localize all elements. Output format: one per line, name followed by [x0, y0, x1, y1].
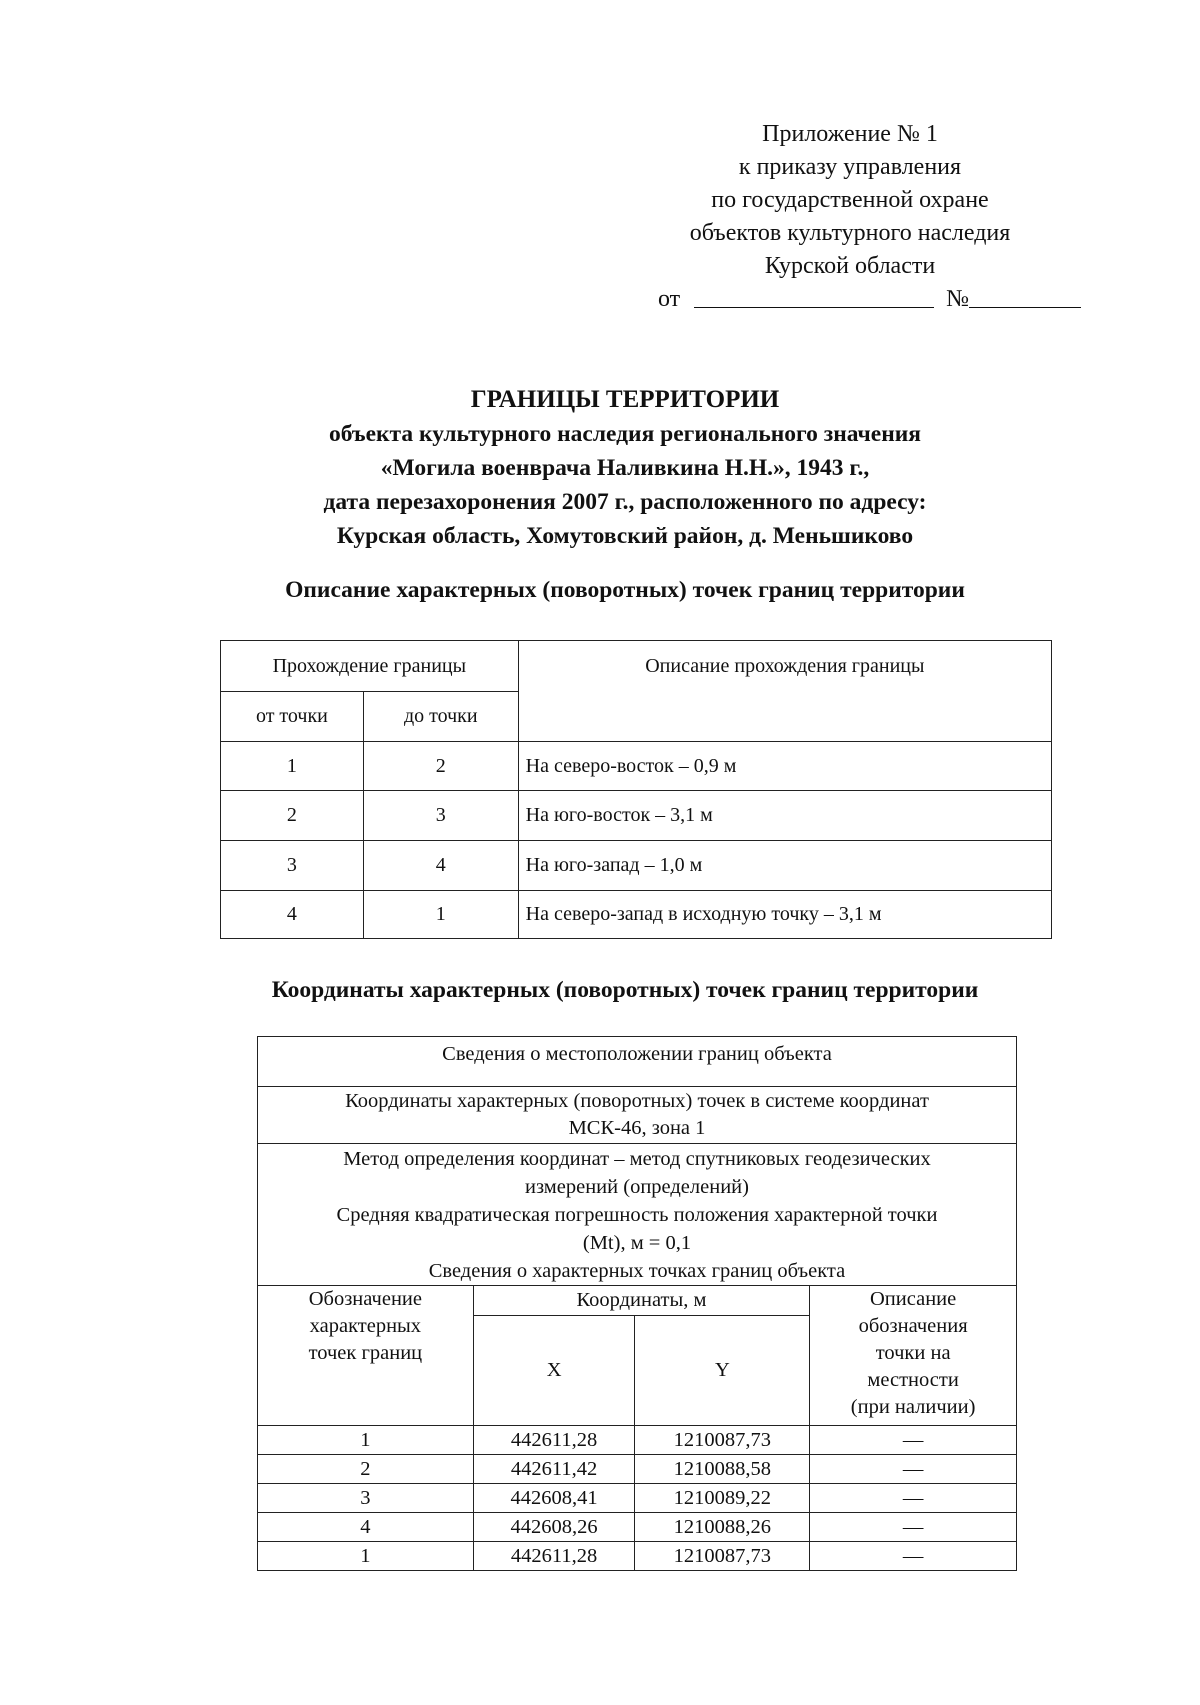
cell-desc: —	[810, 1513, 1017, 1542]
cell-desc: —	[810, 1542, 1017, 1571]
header-line: Описание	[870, 1288, 957, 1310]
cell-from: 2	[221, 791, 364, 841]
cell-desc: На юго-запад – 1,0 м	[518, 841, 1051, 891]
cell-y: 1210087,73	[635, 1426, 810, 1455]
header-line: Курской области	[764, 253, 936, 279]
table-row	[221, 742, 1052, 791]
table-row	[258, 1513, 1017, 1542]
cell-desc: На юго-восток – 3,1 м	[518, 791, 1051, 841]
cell-to: 4	[363, 841, 518, 891]
table-row	[258, 1426, 1017, 1455]
table-row	[258, 1455, 1017, 1484]
number-blank	[969, 285, 1081, 308]
table-row	[221, 841, 1052, 891]
cell-point: 3	[258, 1484, 474, 1513]
from-label: от	[658, 286, 681, 312]
info-line: измерений (определений)	[525, 1175, 749, 1198]
header-line: Приложение № 1	[762, 121, 938, 147]
header-line: точек границ	[308, 1342, 423, 1364]
cell-point: 4	[258, 1513, 474, 1542]
header-point-desc	[810, 1286, 1017, 1426]
cell-desc: На северо-восток – 0,9 м	[518, 742, 1051, 791]
info-line: Средняя квадратическая погрешность положения характерной точки	[336, 1203, 938, 1226]
cell-y: 1210089,22	[635, 1484, 810, 1513]
header-designation	[258, 1286, 474, 1426]
title-line: «Могила военврача Наливкина Н.Н.», 1943 г.,	[380, 455, 870, 481]
section1-heading: Описание характерных (поворотных) точек границ территории	[285, 577, 965, 603]
cell-y: 1210088,26	[635, 1513, 810, 1542]
title-main: ГРАНИЦЫ ТЕРРИТОРИИ	[470, 386, 780, 413]
header-y: Y	[635, 1316, 810, 1426]
header-pass: Прохождение границы	[221, 641, 519, 692]
table-row	[221, 791, 1052, 841]
cell-y: 1210087,73	[635, 1542, 810, 1571]
title-line: Курская область, Хомутовский район, д. Меньшиково	[336, 523, 914, 549]
cell-y: 1210088,58	[635, 1455, 810, 1484]
cell-point: 1	[258, 1542, 474, 1571]
info-line: Метод определения координат – метод спутниковых геодезических	[343, 1147, 931, 1170]
info-location: Сведения о местоположении границ объекта	[258, 1037, 1017, 1087]
cell-to: 1	[363, 891, 518, 939]
cell-x: 442611,28	[473, 1426, 635, 1455]
title-line: дата перезахоронения 2007 г., расположенного по адресу:	[323, 489, 927, 515]
coordinates-table	[257, 1036, 1017, 1571]
cell-point: 1	[258, 1426, 474, 1455]
boundary-description-table	[220, 640, 1052, 939]
cell-from: 3	[221, 841, 364, 891]
header-line: характерных	[309, 1315, 422, 1337]
cell-desc: На северо-запад в исходную точку – 3,1 м	[518, 891, 1051, 939]
header-line: к приказу управления	[738, 154, 962, 180]
header-from: от точки	[221, 692, 364, 742]
header-line: точки на	[875, 1342, 951, 1364]
header-line: по государственной охране	[711, 187, 989, 213]
header-line: обозначения	[858, 1315, 968, 1337]
cell-desc: —	[810, 1426, 1017, 1455]
table-row	[221, 891, 1052, 939]
title-line: объекта культурного наследия регионального значения	[328, 421, 922, 447]
date-number-line	[600, 283, 1100, 316]
date-blank	[694, 285, 934, 308]
cell-x: 442608,41	[473, 1484, 635, 1513]
header-desc: Описание прохождения границы	[518, 641, 1051, 742]
header-line: местности	[867, 1369, 959, 1391]
section2-heading: Координаты характерных (поворотных) точек границ территории	[271, 977, 979, 1003]
cell-x: 442611,28	[473, 1542, 635, 1571]
document-title	[100, 383, 1150, 553]
info-line: Координаты характерных (поворотных) точек в системе координат	[345, 1090, 929, 1112]
info-coord-system	[258, 1087, 1017, 1144]
cell-from: 1	[221, 742, 364, 791]
cell-to: 3	[363, 791, 518, 841]
header-coords: Координаты, м	[473, 1286, 810, 1316]
cell-desc: —	[810, 1484, 1017, 1513]
cell-desc: —	[810, 1455, 1017, 1484]
cell-x: 442611,42	[473, 1455, 635, 1484]
appendix-header	[600, 118, 1100, 316]
header-line: объектов культурного наследия	[689, 220, 1011, 246]
cell-to: 2	[363, 742, 518, 791]
cell-x: 442608,26	[473, 1513, 635, 1542]
header-x: X	[473, 1316, 635, 1426]
header-line: Обозначение	[308, 1288, 422, 1310]
table-row	[258, 1484, 1017, 1513]
cell-point: 2	[258, 1455, 474, 1484]
table-row	[258, 1542, 1017, 1571]
header-to: до точки	[363, 692, 518, 742]
cell-from: 4	[221, 891, 364, 939]
info-line: (Mt), м = 0,1	[582, 1231, 692, 1254]
info-line: МСК-46, зона 1	[568, 1117, 706, 1139]
header-line: (при наличии)	[850, 1396, 976, 1418]
info-method	[258, 1144, 1017, 1286]
number-label: №	[946, 286, 970, 312]
info-line: Сведения о характерных точках границ объекта	[428, 1259, 846, 1282]
